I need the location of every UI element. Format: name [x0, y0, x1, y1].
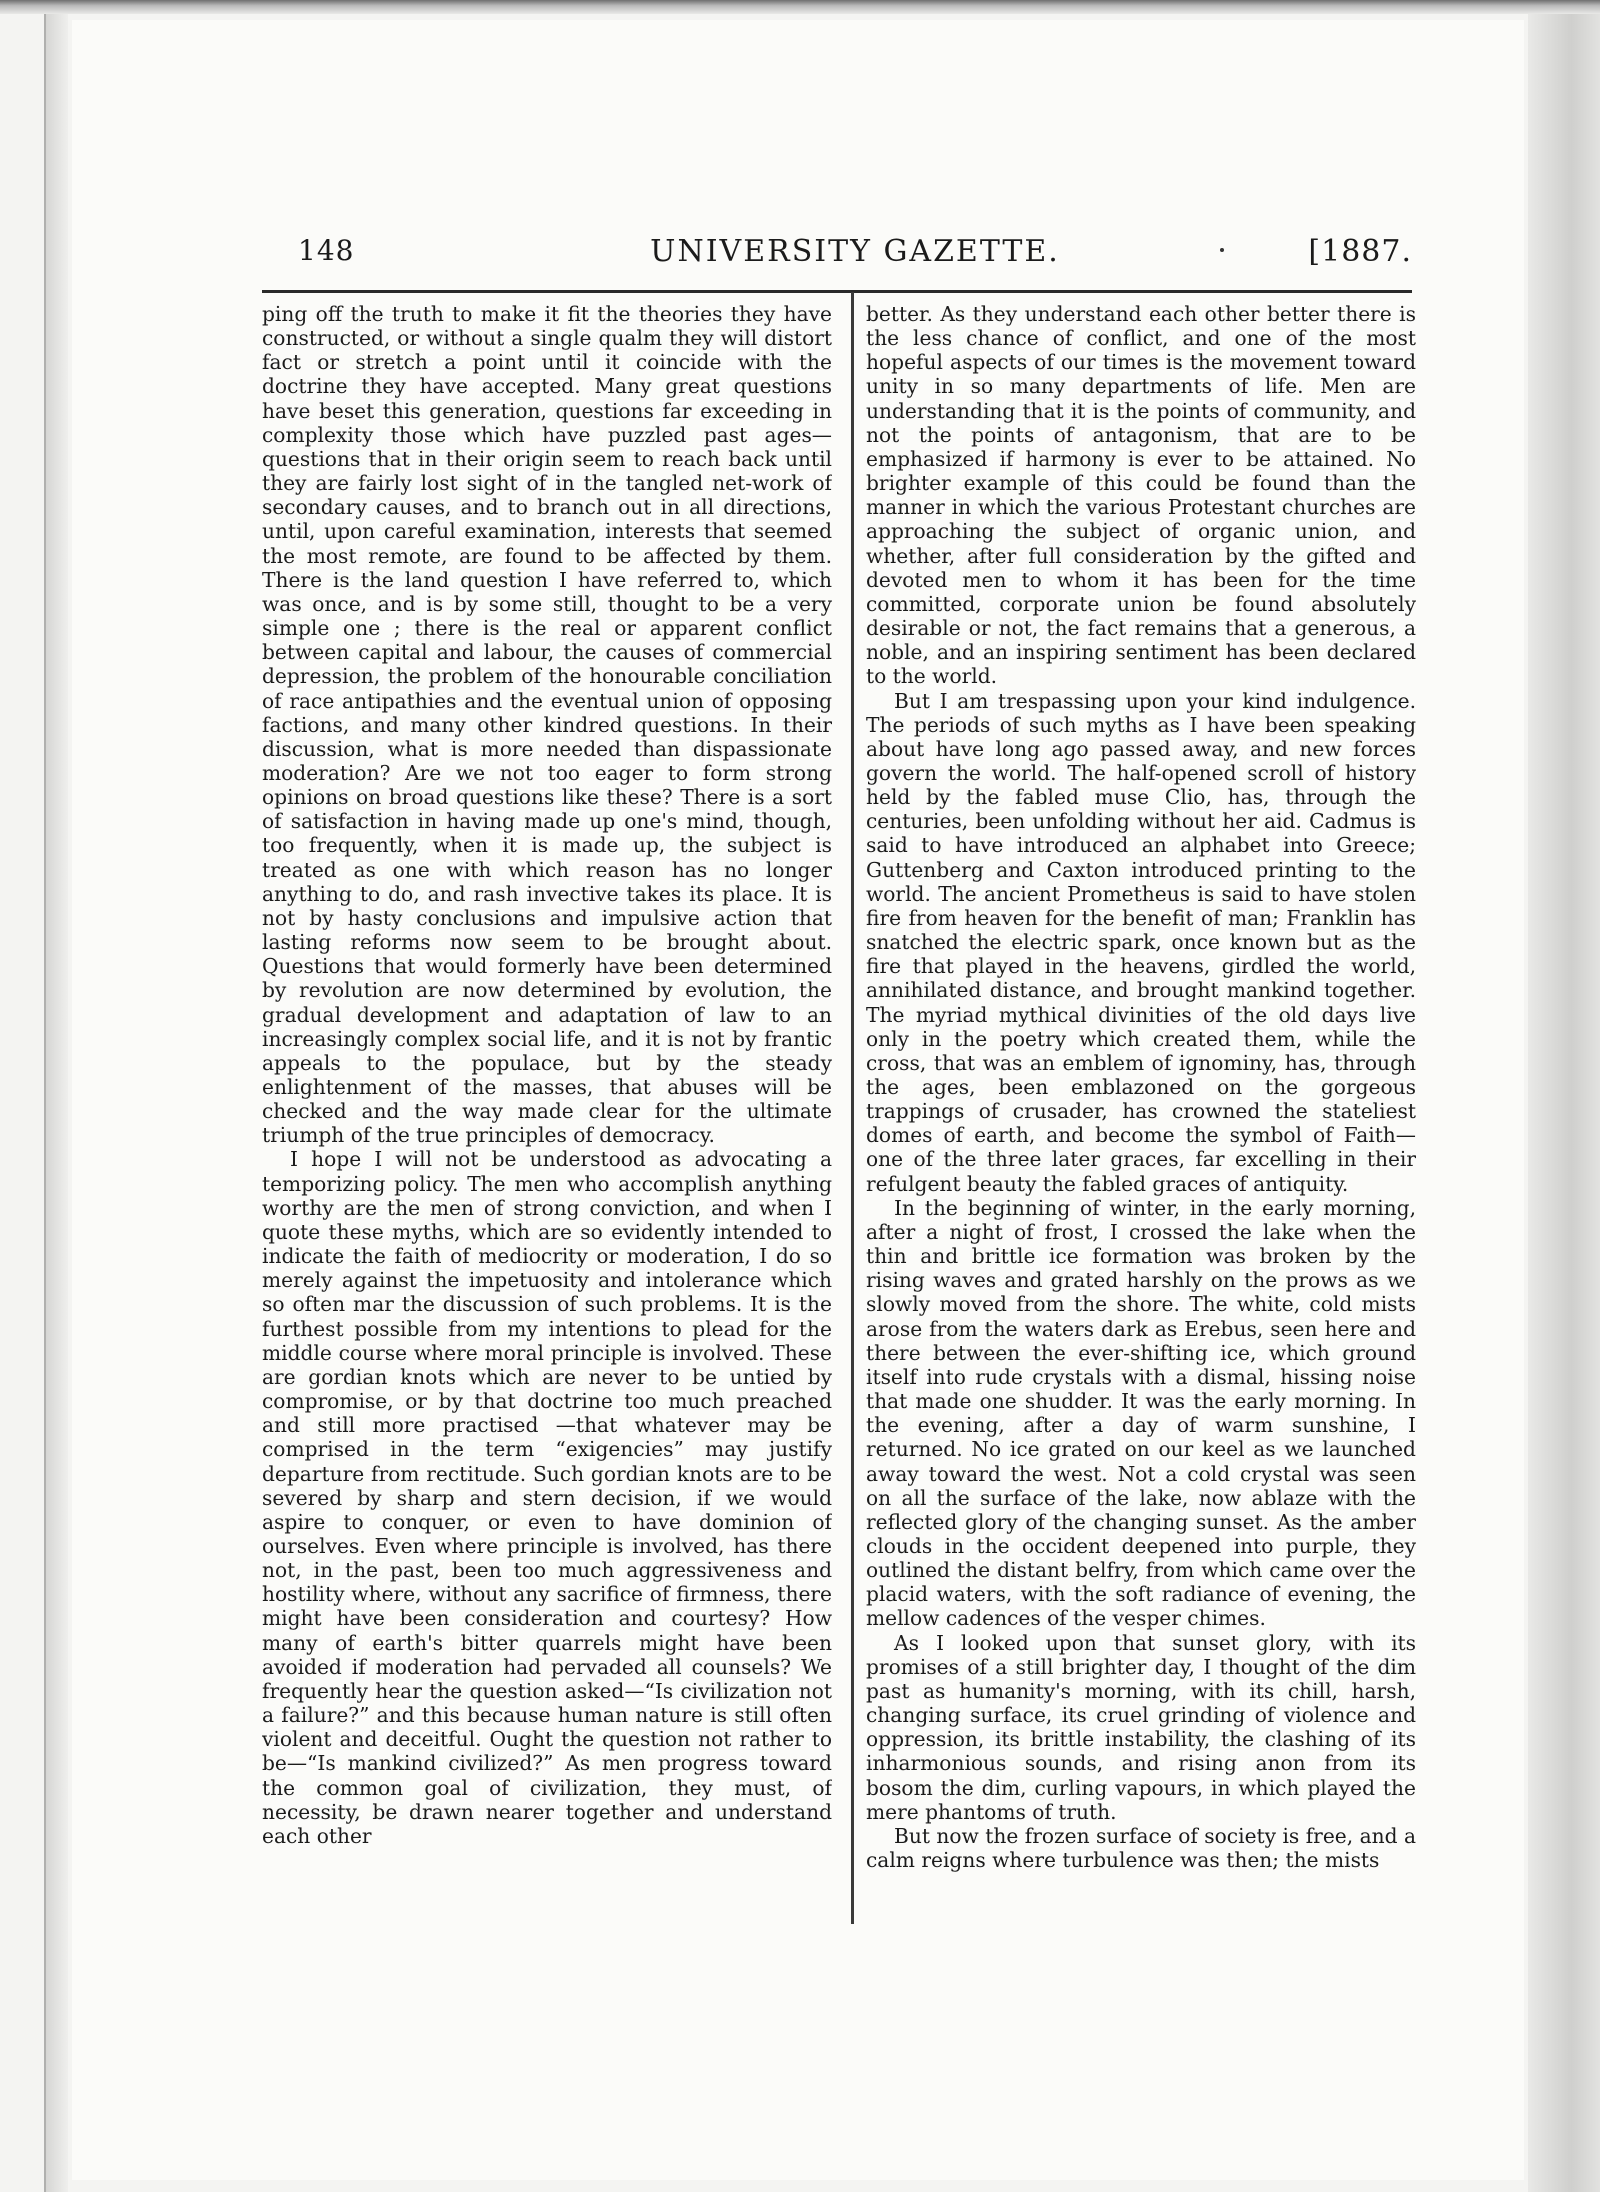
right-paragraph-5: But now the frozen surface of society is free, and a calm reigns where turbulence was then; the mists	[866, 1823, 1416, 1872]
column-separator	[851, 292, 854, 1924]
left-column	[262, 302, 832, 1922]
header-rule	[262, 290, 1412, 293]
scan-left-edge	[44, 14, 68, 2192]
page-number: 148	[298, 234, 355, 267]
running-header	[298, 234, 1412, 278]
scan-top-edge	[0, 0, 1600, 14]
left-paragraph-2: I hope I will not be understood as advocating a temporizing policy. The men who accomplish anything worthy are the men of strong conviction, and when I quote these myths, which are so evidently intended to indicate the faith of mediocrity or moderation, I do so merely against the impetuosity and intolerance which so often mar the discussion of such problems. It is the furthest possible from my intentions to plead for the middle course where moral principle is involved. These are gordian knots which are never to be untied by compromise, or by that doctrine too much preached and still more practised —that whatever may be comprised in the term “exigencies” may justify departure from rectitude. Such gordian knots are to be severed by sharp and stern decision, if we would aspire to conquer, or even to have dominion of ourselves. Even where principle is involved, has there not, in the past, been too much aggressiveness and hostility where, without any sacrifice of firmness, there might have been consideration and courtesy? How many of earth's bitter quarrels might have been avoided if moderation had pervaded all counsels? We frequently hear the question asked—“Is civilization not a failure?” and this because human nature is still often violent and deceitful. Ought the question not rather to be—“Is mankind civilized?” As men progress toward the common goal of civilization, they must, of necessity, be drawn nearer together and understand each other	[262, 1147, 832, 1848]
scan-right-edge	[1528, 14, 1600, 2192]
right-paragraph-2: But I am trespassing upon your kind indulgence. The periods of such myths as I have been speaking about have long ago passed away, and new forces govern the world. The half-opened scroll of history held by the fabled muse Clio, has, through the centuries, been unfolding without her aid. Cadmus is said to have introduced an alphabet into Greece; Guttenberg and Caxton introduced printing to the world. The ancient Prometheus is said to have stolen fire from heaven for the benefit of man; Franklin has snatched the electric spark, once known but as the fire that played in the heavens, girdled the world, annihilated distance, and brought mankind together. The myriad mythical divinities of the old days live only in the poetry which created them, while the cross, that was an emblem of ignominy, has, through the ages, been emblazoned on the gorgeous trappings of crusader, has crowned the stateliest domes of earth, and become the symbol of Faith—one of the three later graces, far excelling in their refulgent beauty the fabled graces of antiquity.	[866, 688, 1416, 1196]
header-dot	[1220, 248, 1224, 252]
right-paragraph-4: As I looked upon that sunset glory, with its promises of a still brighter day, I thought of the dim past as humanity's morning, with its chill, harsh, changing surface, its cruel grinding of violence and oppression, its brittle instability, the clashing of its inharmonious sounds, and rising anon from its bosom the dim, curling vapours, in which played the mere phantoms of truth.	[866, 1630, 1416, 1824]
right-paragraph-3: In the beginning of winter, in the early morning, after a night of frost, I crossed the lake when the thin and brittle ice formation was broken by the rising waves and grated harshly on the prows as we slowly moved from the shore. The white, cold mists arose from the waters dark as Erebus, seen here and there between the ever-shifting ice, which ground itself into rude crystals with a dismal, hissing noise that made one shudder. It was the early morning. In the evening, after a day of warm sunshine, I returned. No ice grated on our keel as we launched away toward the west. Not a cold crystal was seen on all the surface of the lake, now ablaze with the reflected glory of the changing sunset. As the amber clouds in the occident deepened into purple, they outlined the distant belfry, from which came over the placid waters, with the soft radiance of evening, the mellow cadences of the vesper chimes.	[866, 1195, 1416, 1631]
right-column	[866, 302, 1416, 1922]
publication-title: UNIVERSITY GAZETTE.	[650, 234, 1060, 269]
left-paragraph-1: ping off the truth to make it fit the theories they have constructed, or without a single qualm they will distort fact or stretch a point until it coincide with the doctrine they have accepted. Many great questions have beset this generation, questions far exceeding in complexity those which have puzzled past ages—questions that in their origin seem to reach back until they are fairly lost sight of in the tangled net-work of secondary causes, and to branch out in all directions, until, upon careful examination, interests that seemed the most remote, are found to be affected by them. There is the land question I have referred to, which was once, and is by some still, thought to be a very simple one ; there is the real or apparent conflict between capital and labour, the causes of commercial depression, the problem of the honourable conciliation of race antipathies and the eventual union of opposing factions, and many other kindred questions. In their discussion, what is more needed than dispassionate moderation? Are we not too eager to form strong opinions on broad questions like these? There is a sort of satisfaction in having made up one's mind, though, too frequently, when it is made up, the subject is treated as one with which reason has no longer anything to do, and rash invective takes its place. It is not by hasty conclusions and impulsive action that lasting reforms now seem to be brought about. Questions that would formerly have been determined by revolution are now determined by evolution, the gradual development and adaptation of law to an increasingly complex social life, and it is not by frantic appeals to the populace, but by the steady enlightenment of the masses, that abuses will be checked and the way made clear for the ultimate triumph of the true principles of democracy.	[262, 302, 832, 1148]
right-paragraph-1: better. As they understand each other better there is the less chance of conflict, and one of the most hopeful aspects of our times is the movement toward unity in so many departments of life. Men are understanding that it is the points of community, and not the points of antagonism, that are to be emphasized if harmony is ever to be attained. No brighter example of this could be found than the manner in which the various Protestant churches are approaching the subject of organic union, and whether, after full consideration by the gifted and devoted men to whom it has been for the time committed, corporate union be found absolutely desirable or not, the fact remains that a generous, a noble, and an inspiring sentiment has been declared to the world.	[866, 302, 1416, 689]
publication-year: [1887.	[1308, 234, 1412, 269]
